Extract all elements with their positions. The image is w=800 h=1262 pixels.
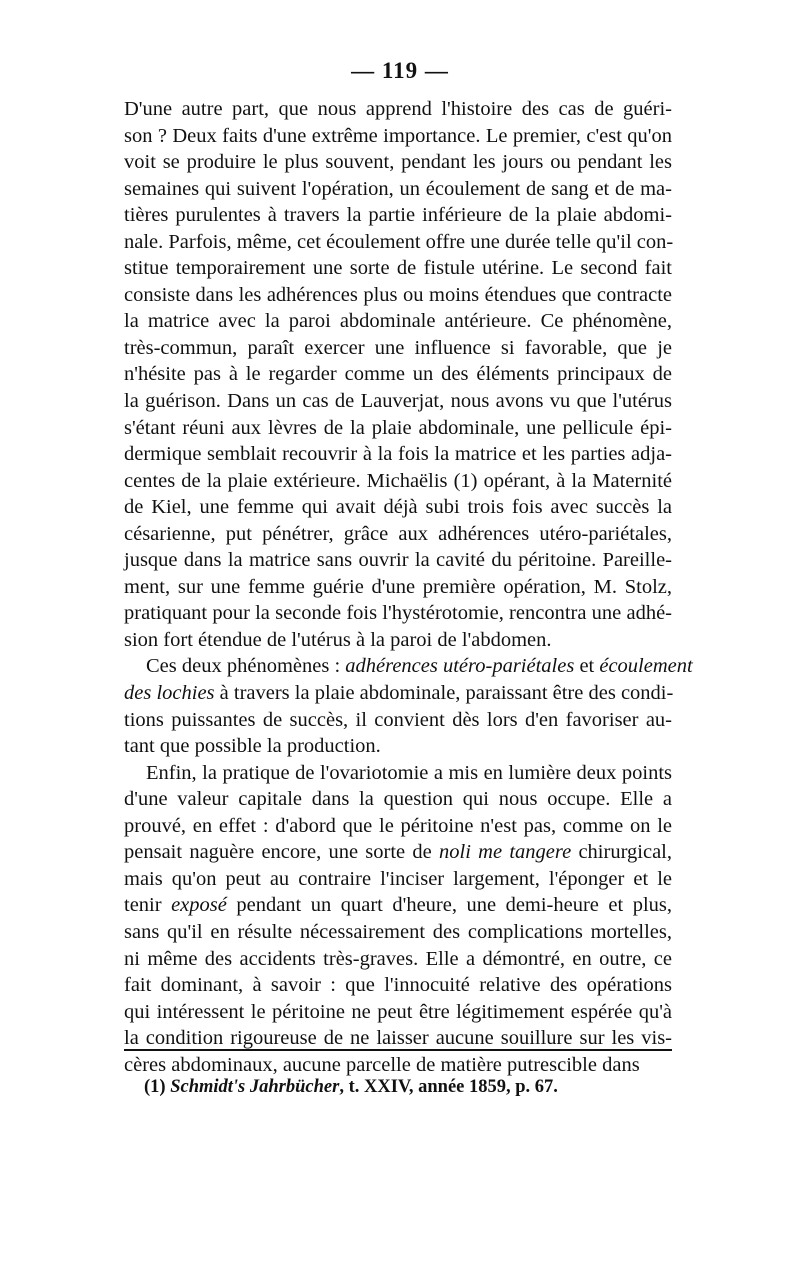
footnote-text: (1)	[144, 1077, 171, 1097]
text-line	[124, 627, 672, 654]
text-run: dermique semblait recouvrir à la fois la matrice et les parties adja-	[124, 443, 672, 466]
italic-text: écoulement	[599, 655, 693, 678]
text-run: prouvé, en effet : d'abord que le péritoine n'est pas, comme on le	[124, 814, 672, 837]
text-run: cères abdominaux, aucune parcelle de matière putrescible dans	[124, 1053, 640, 1076]
text-line	[124, 308, 672, 335]
text-run: très-commun, paraît exercer une influence si favorable, que je	[124, 336, 672, 359]
text-line	[124, 229, 672, 256]
text-run: Enfin, la pratique de l'ovariotomie a mis en lumière deux points	[146, 761, 672, 784]
text-run: d'une valeur capitale dans la question qui nous occupe. Elle a	[124, 788, 672, 811]
italic-text: noli me tangere	[439, 841, 572, 864]
text-line	[124, 388, 672, 415]
text-run: s'étant réuni aux lèvres de la plaie abdominale, une pellicule épi-	[124, 416, 672, 439]
text-line	[124, 600, 672, 627]
text-line	[124, 760, 672, 787]
text-run: ni même des accidents très-graves. Elle a démontré, en outre, ce	[124, 947, 672, 970]
text-line	[124, 1052, 672, 1079]
text-line	[124, 680, 672, 707]
text-run: sion fort étendue de l'utérus à la paroi de l'abdomen.	[124, 628, 552, 651]
text-run: chirurgical,	[571, 841, 672, 864]
text-line	[124, 335, 672, 362]
paragraph	[124, 653, 693, 759]
footnote-title: Schmidt's Jahrbücher	[170, 1077, 340, 1097]
text-line	[124, 786, 672, 813]
text-run: ment, sur une femme guérie d'une première opération, M. Stolz,	[124, 575, 672, 598]
footnote-text: , t. XXIV, année 1859, p. 67.	[339, 1077, 558, 1097]
text-line	[124, 255, 672, 282]
text-run: voit se produire le plus souvent, pendant les jours ou pendant les	[124, 151, 672, 174]
text-line	[124, 574, 672, 601]
text-run: la matrice avec la paroi abdominale antérieure. Ce phénomène,	[124, 310, 672, 333]
text-line	[124, 946, 672, 973]
text-run: tions puissantes de succès, il convient dès lors d'en favoriser au-	[124, 708, 672, 731]
text-run: jusque dans la matrice sans ouvrir la cavité du péritoine. Pareille-	[124, 549, 672, 572]
italic-text: adhérences utéro-pariétales	[345, 655, 575, 678]
text-run: à travers la plaie abdominale, paraissant être des condi-	[214, 682, 674, 705]
text-run: de Kiel, une femme qui avait déjà subi trois fois avec succès la	[124, 496, 672, 519]
text-line	[124, 96, 672, 123]
text-run: n'hésite pas à le regarder comme un des éléments principaux de	[124, 363, 672, 386]
text-run: consiste dans les adhérences plus ou moins étendues que contracte	[124, 283, 672, 306]
text-line	[124, 1025, 672, 1052]
text-run: qui intéressent le péritoine ne peut être légitimement espérée qu'à	[124, 1000, 672, 1023]
text-run: D'une autre part, que nous apprend l'histoire des cas de guéri-	[124, 98, 672, 120]
page-number: — 119 —	[351, 58, 449, 83]
text-run: césarienne, put pénétrer, grâce aux adhérences utéro-pariétales,	[124, 522, 672, 545]
text-run: Ces deux phénomènes :	[146, 655, 346, 678]
text-run: son ? Deux faits d'une extrême importance. Le premier, c'est qu'on	[124, 124, 672, 147]
text-run: pendant un quart d'heure, une demi-heure et plus,	[226, 894, 672, 917]
paragraph	[124, 760, 672, 1079]
text-run: la guérison. Dans un cas de Lauverjat, nous avons vu que l'utérus	[124, 390, 672, 413]
text-line	[124, 494, 672, 521]
text-line	[124, 282, 672, 309]
text-line	[124, 415, 672, 442]
text-run: semaines qui suivent l'opération, un écoulement de sang et de ma-	[124, 177, 672, 200]
text-run: pensait naguère encore, une sorte de	[124, 841, 440, 864]
text-line	[124, 999, 672, 1026]
text-run: tières purulentes à travers la partie inférieure de la plaie abdomi-	[124, 204, 672, 227]
text-line	[124, 123, 672, 150]
text-line	[124, 866, 672, 893]
footnote-divider	[124, 1049, 672, 1051]
text-run: tenir	[124, 894, 172, 917]
text-line	[124, 839, 672, 866]
text-line	[124, 707, 672, 734]
body-text	[124, 96, 693, 1078]
text-line	[124, 972, 672, 999]
text-line	[124, 521, 672, 548]
text-line	[124, 653, 693, 680]
text-line	[124, 919, 672, 946]
text-line	[124, 547, 672, 574]
footnote	[144, 1076, 664, 1098]
text-line	[124, 361, 672, 388]
paragraph	[124, 96, 672, 653]
text-run: nale. Parfois, même, cet écoulement offre une durée telle qu'il con-	[124, 230, 674, 253]
italic-text: des lochies	[124, 682, 215, 705]
text-line	[124, 892, 672, 919]
text-line	[124, 733, 672, 760]
text-run: mais qu'on peut au contraire l'inciser largement, l'éponger et le	[124, 867, 672, 890]
text-run: pratiquant pour la seconde fois l'hystérotomie, rencontra une adhé-	[124, 602, 672, 625]
text-line	[124, 441, 672, 468]
text-line	[124, 176, 672, 203]
text-line	[124, 149, 672, 176]
text-run: fait dominant, à savoir : que l'innocuité relative des opérations	[124, 974, 672, 997]
text-run: stitue temporairement une sorte de fistule utérine. Le second fait	[124, 257, 672, 280]
text-line	[124, 202, 672, 229]
text-run: et	[574, 655, 600, 678]
text-run: centes de la plaie extérieure. Michaëlis (1) opérant, à la Maternité	[124, 469, 672, 492]
text-run: la condition rigoureuse de ne laisser aucune souillure sur les vis-	[124, 1027, 672, 1050]
text-run: tant que possible la production.	[124, 735, 381, 758]
text-line	[124, 813, 672, 840]
text-line	[124, 468, 672, 495]
text-run: sans qu'il en résulte nécessairement des complications mortelles,	[124, 920, 672, 943]
italic-text: exposé	[171, 894, 227, 917]
